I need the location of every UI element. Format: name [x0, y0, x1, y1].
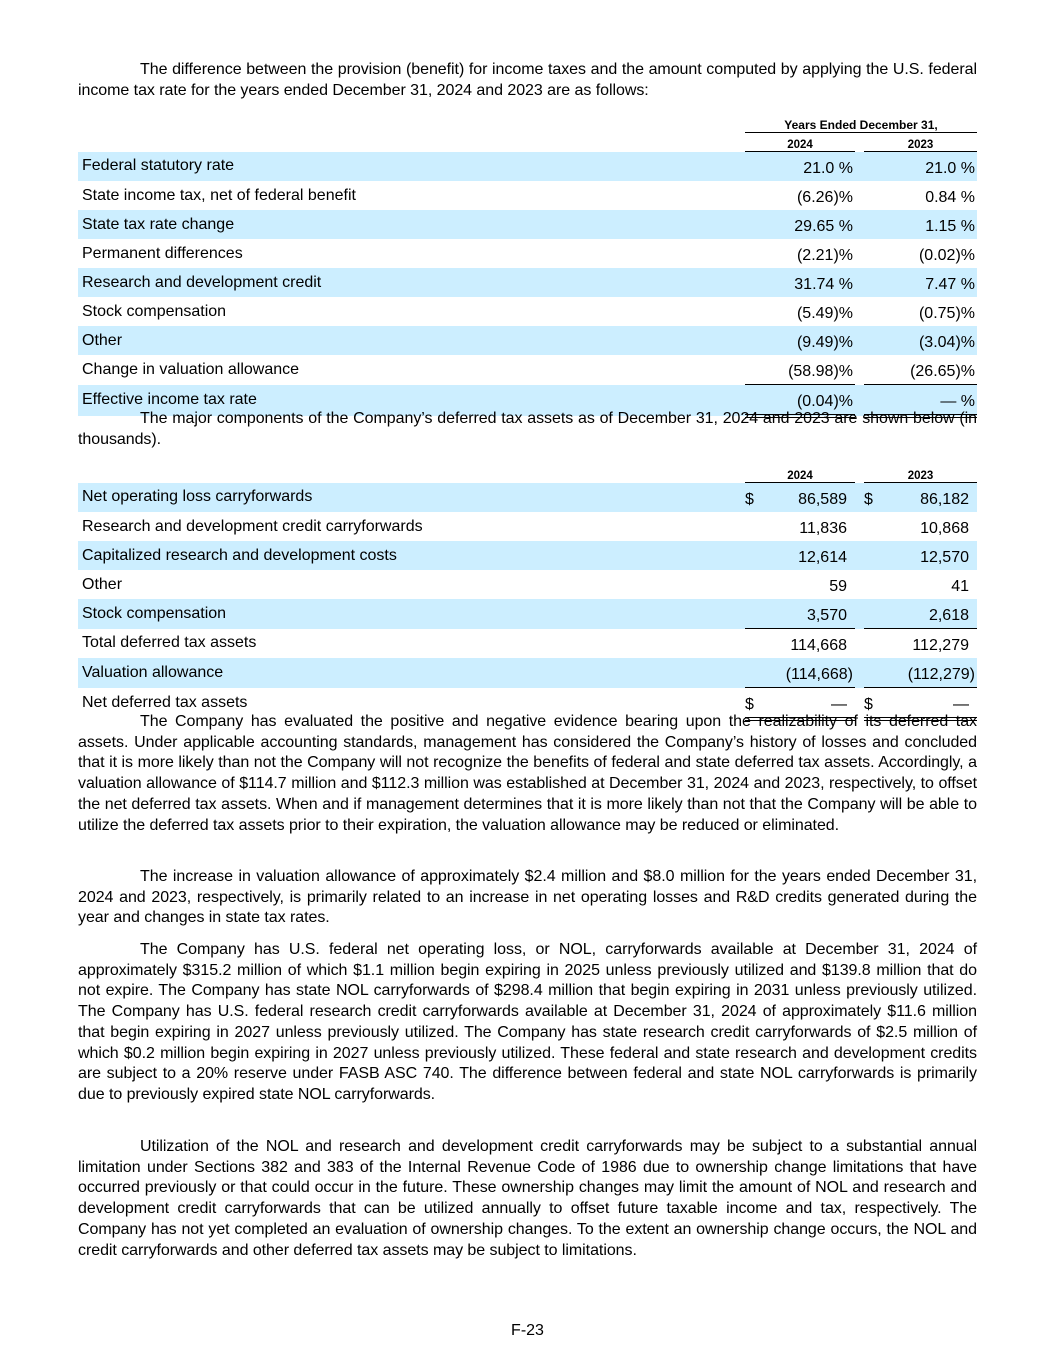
value-2023: (0.02)%	[918, 247, 975, 264]
column-header-2024: 2024	[745, 133, 855, 152]
row-label: Stock compensation	[78, 599, 745, 629]
value-2024: 3,570	[765, 599, 855, 629]
value-2023: 2,618	[884, 599, 977, 629]
row-label: Total deferred tax assets	[82, 634, 257, 652]
value-2023: 112,279	[884, 629, 977, 659]
value-2023: (26.65)%	[910, 363, 975, 380]
row-label: Net deferred tax assets	[82, 694, 248, 712]
table-row	[78, 326, 977, 355]
value-2023: (112,279)	[884, 658, 977, 688]
valuation-increase-paragraph: The increase in valuation allowance of approximately $2.4 million and $8.0 million for the years ended December 31, 2024 and 2023, respectively, is primarily related to an increase in net operating losses and R&D credits generated during the year and changes in state tax rates.	[78, 868, 977, 927]
row-label: State tax rate change	[78, 210, 745, 239]
row-label: Net operating loss carryforwards	[78, 483, 745, 513]
table-row	[78, 268, 977, 297]
table-row	[78, 297, 977, 326]
value-2024: 114,668	[765, 629, 855, 659]
deferred-tax-assets-table	[78, 464, 977, 721]
table-row	[78, 355, 977, 385]
deferred-intro-paragraph: The major components of the Company’s deferred tax assets as of December 31, 2024 and 2023 are shown below (in thousands).	[78, 410, 977, 448]
row-label: Research and development credit carryforwards	[82, 517, 423, 535]
value-2024: 21.0 %	[745, 152, 855, 182]
currency-symbol: $	[864, 483, 884, 513]
row-label: State income tax, net of federal benefit	[82, 186, 356, 204]
value-2024: —	[765, 688, 855, 720]
table-row	[78, 599, 977, 629]
value-2023: 86,182	[884, 483, 977, 513]
currency-symbol: $	[745, 483, 765, 513]
row-label: Permanent differences	[82, 244, 243, 262]
column-header-2023: 2023	[864, 464, 977, 483]
value-2024: (58.98)%	[788, 363, 853, 380]
value-2023: 1.15 %	[864, 210, 977, 239]
column-group-header: Years Ended December 31,	[745, 114, 977, 133]
value-2024: 12,614	[765, 541, 855, 570]
row-label: Other	[78, 326, 745, 355]
table-row-subtotal	[78, 629, 977, 659]
value-2023: 41	[951, 578, 969, 595]
value-2023: (0.75)%	[918, 305, 975, 322]
value-2024: (9.49)%	[745, 326, 855, 355]
column-header-2024: 2024	[745, 464, 855, 483]
value-2024: 11,836	[799, 520, 847, 537]
currency-symbol: $	[745, 688, 765, 720]
table-header-span-row	[78, 114, 977, 133]
value-2023: 7.47 %	[864, 268, 977, 297]
column-header-2023: 2023	[864, 133, 977, 152]
value-2023: 10,868	[920, 520, 969, 537]
table-row	[78, 512, 977, 541]
row-label: Federal statutory rate	[78, 152, 745, 182]
value-2024: 86,589	[765, 483, 855, 513]
row-label: Change in valuation allowance	[82, 360, 300, 378]
value-2024: 59	[829, 578, 847, 595]
intro-paragraph: The difference between the provision (benefit) for income taxes and the amount computed by applying the U.S. federal income tax rate for the years ended December 31, 2024 and 2023 are as follows:	[78, 61, 977, 99]
table-row	[78, 210, 977, 239]
row-label: Stock compensation	[82, 302, 227, 320]
value-2024: 31.74 %	[745, 268, 855, 297]
value-2024: (2.21)%	[796, 247, 853, 264]
table-row	[78, 658, 977, 688]
valuation-evaluation-paragraph: The Company has evaluated the positive and negative evidence bearing upon the realizability of its deferred tax assets. Under applicable accounting standards, management has considered the Company’s history of losses and concluded that it is more likely than not the Company will not recognize the benefits of federal and state deferred tax assets. Accordingly, a valuation allowance of $114.7 million and $112.3 million was established at December 31, 2024 and 2023, respectively, to offset the net deferred tax assets. When and if management determines that it is more likely than not that the Company will be able to utilize the deferred tax assets prior to their expiration, the valuation allowance may be reduced or eliminated.	[78, 713, 977, 834]
row-label: Valuation allowance	[78, 658, 745, 688]
value-2024: (0.04)%	[745, 385, 855, 417]
table-row	[78, 181, 977, 210]
value-2024: (6.26)%	[796, 189, 853, 206]
nol-carryforwards-paragraph: The Company has U.S. federal net operating loss, or NOL, carryforwards available at December 31, 2024 of approximately $315.2 million of which $1.1 million begin expiring in 2025 unless previously utilized and $139.8 million that do not expire. The Company has state NOL carryforwards of $298.4 million that begin expiring in 2031 unless previously utilized. The Company has U.S. federal research credit carryforwards available at December 31, 2024 of approximately $11.6 million that begin expiring in 2027 unless previously utilized. The Company has state research credit carryforwards of $2.5 million of which $0.2 million begin expiring in 2027 unless previously utilized. These federal and state research and development credits are subject to a 20% reserve under FASB ASC 740. The difference between federal and state NOL carryforwards is primarily due to previously expired state NOL carryforwards.	[78, 941, 977, 1103]
value-2023: 12,570	[884, 541, 977, 570]
value-2024: (5.49)%	[796, 305, 853, 322]
tax-rate-reconciliation-table	[78, 114, 977, 418]
row-label: Effective income tax rate	[78, 385, 745, 417]
table-header-row	[78, 464, 977, 483]
value-2023: —	[884, 688, 977, 720]
table-row	[78, 239, 977, 268]
table-row	[78, 152, 977, 182]
row-label: Other	[82, 575, 123, 593]
utilization-limitation-paragraph: Utilization of the NOL and research and development credit carryforwards may be subject to a substantial annual limitation under Sections 382 and 383 of the Internal Revenue Code of 1986 due to ownership change limitations that have occurred previously or that could occur in the future. These ownership changes may limit the amount of NOL and research and development credit carryforwards that can be utilized annually to offset future taxable income and tax, respectively. The Company has not yet completed an evaluation of ownership changes. To the extent an ownership change occurs, the NOL and credit carryforwards and other deferred tax assets may be subject to limitations.	[78, 1138, 977, 1259]
currency-symbol: $	[864, 688, 884, 720]
table-row	[78, 570, 977, 599]
table-header-row	[78, 133, 977, 152]
table-row	[78, 541, 977, 570]
value-2023: 21.0 %	[864, 152, 977, 182]
table-row	[78, 483, 977, 513]
value-2024: (114,668)	[765, 658, 855, 688]
value-2023: 0.84 %	[925, 189, 975, 206]
row-label: Capitalized research and development costs	[78, 541, 745, 570]
value-2023: — %	[864, 385, 977, 417]
row-label: Research and development credit	[78, 268, 745, 297]
value-2024: 29.65 %	[745, 210, 855, 239]
page-number: F-23	[511, 1322, 544, 1339]
value-2023: (3.04)%	[864, 326, 977, 355]
